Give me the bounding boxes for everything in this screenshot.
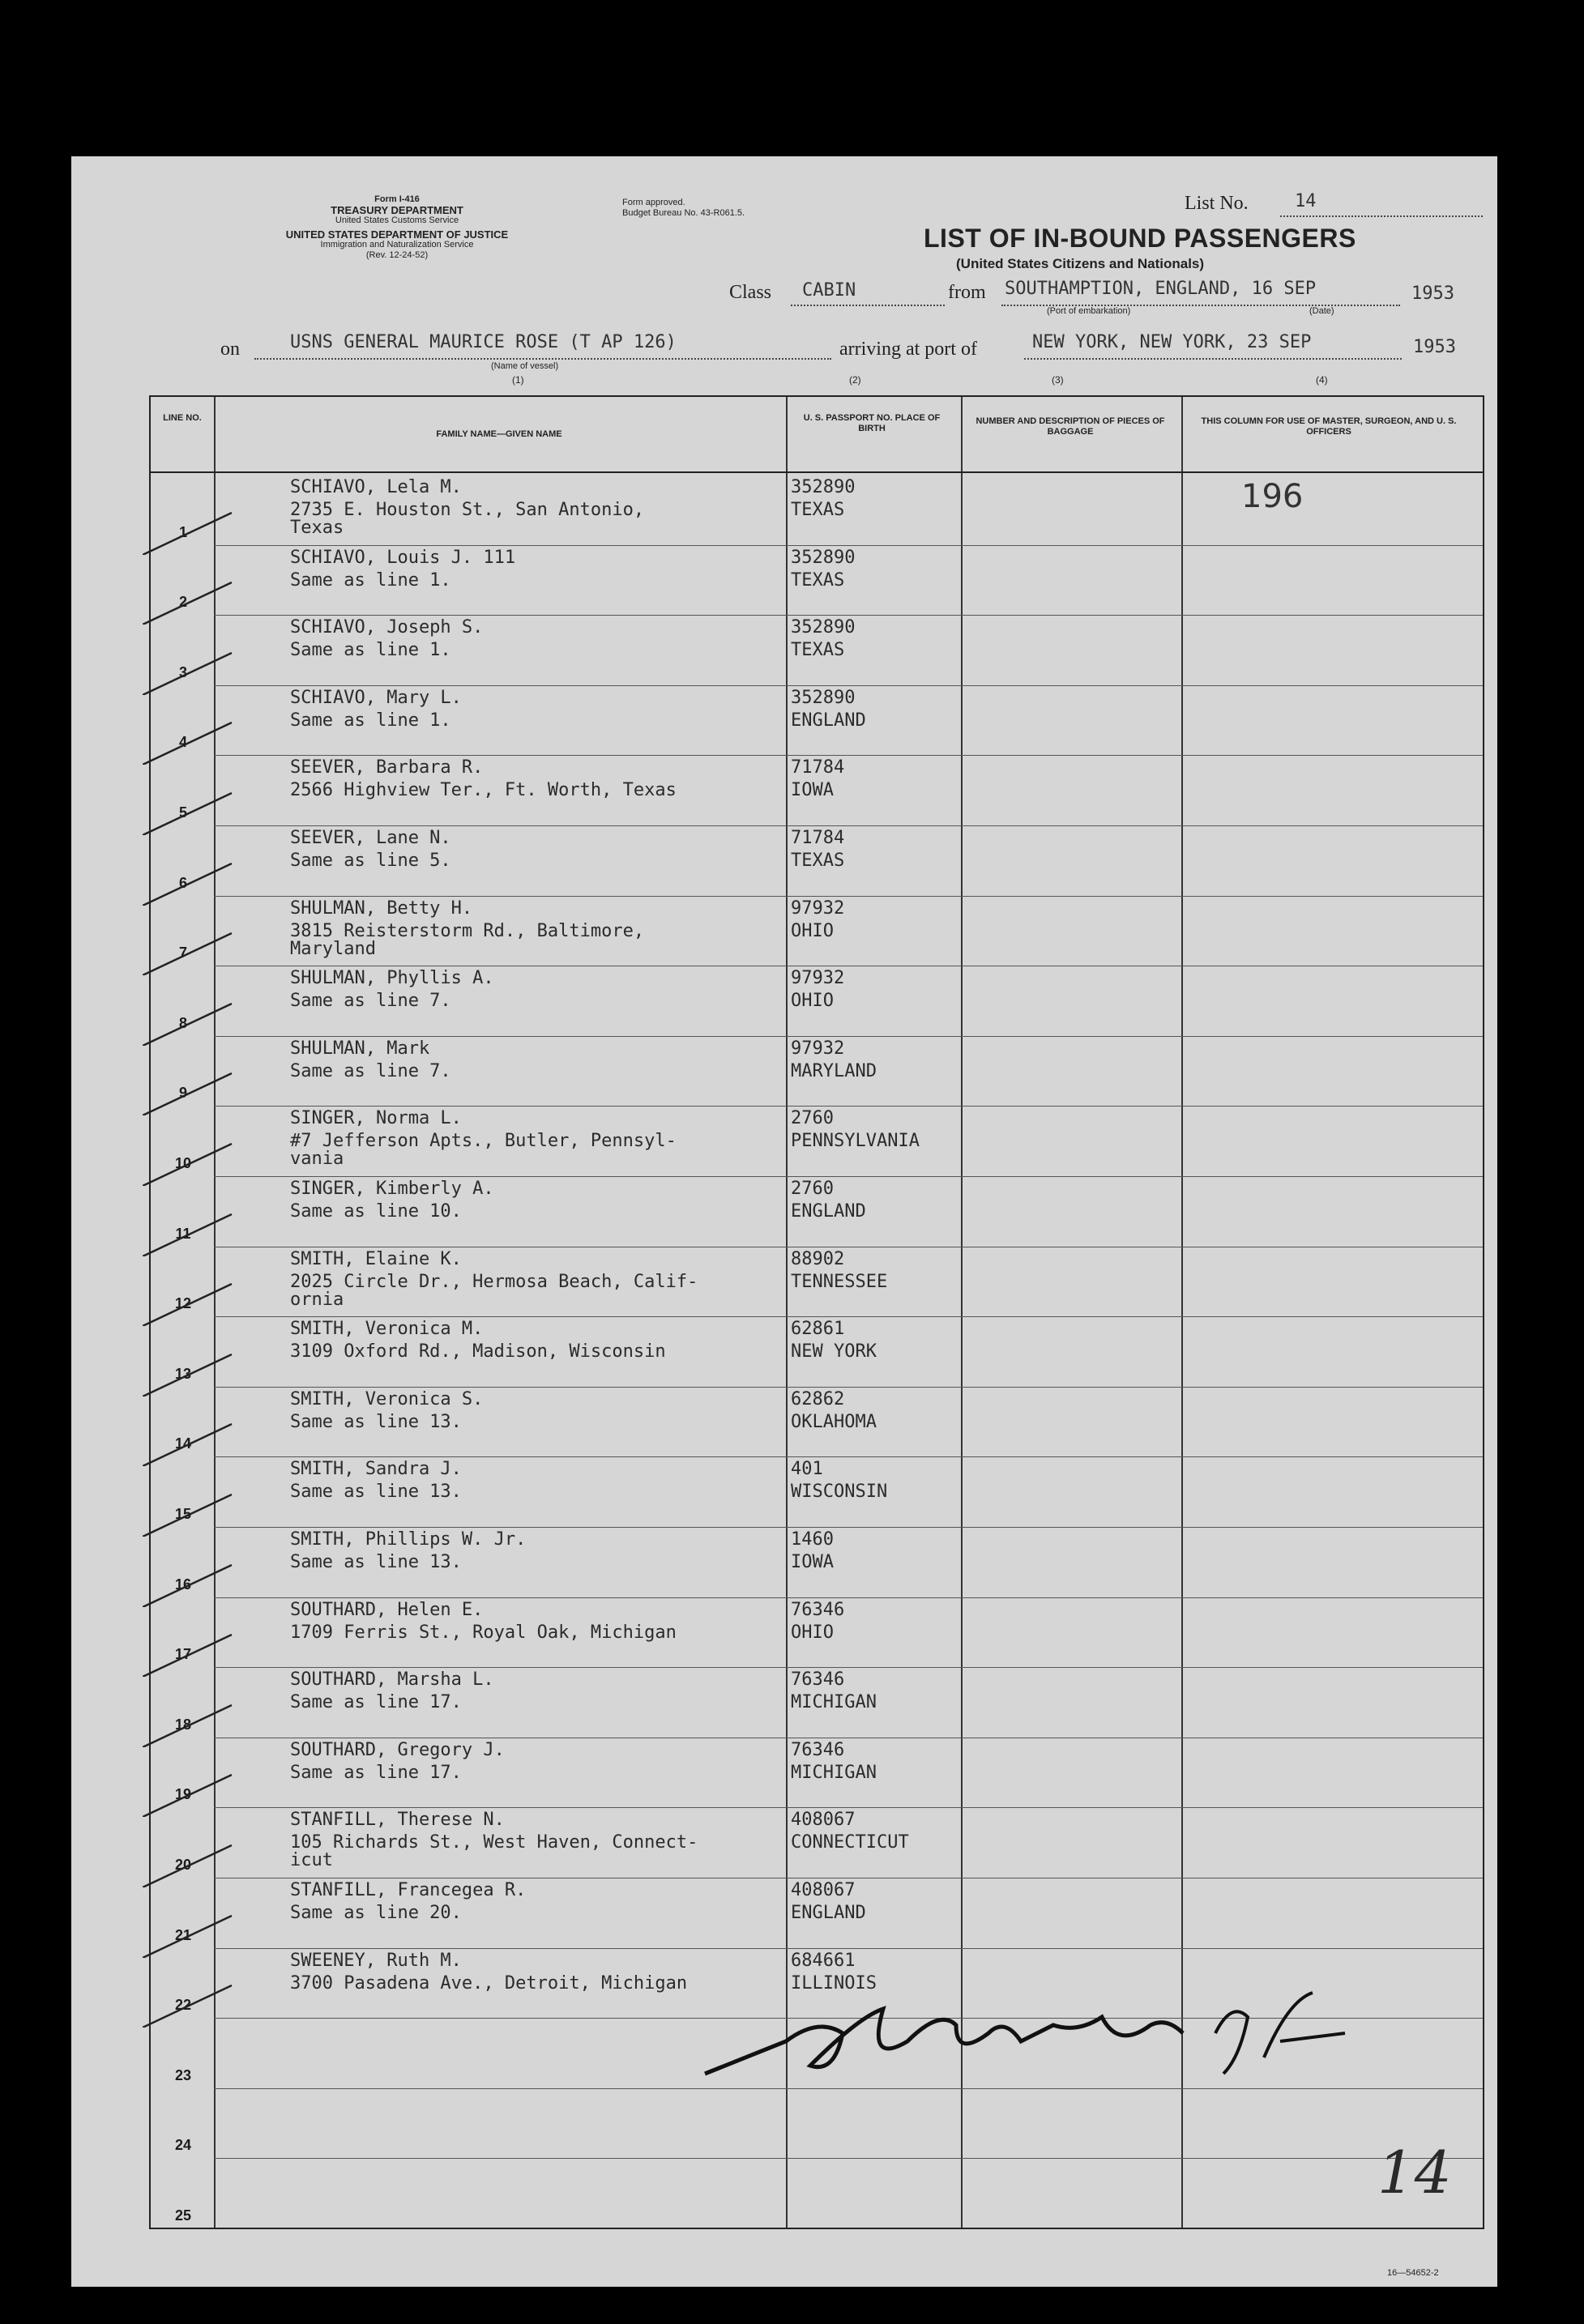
passenger-addr: Same as line 1. <box>290 640 451 661</box>
passenger-name: SCHIAVO, Louis J. 111 <box>290 547 516 568</box>
place-of-birth: IOWA <box>791 780 834 801</box>
line-number: 13 <box>174 1365 192 1382</box>
date-caption: (Date) <box>1309 306 1334 316</box>
passenger-name: SMITH, Veronica S. <box>290 1388 484 1409</box>
passport-number: 2760 <box>791 1108 834 1129</box>
line-number: 24 <box>174 2137 192 2154</box>
passenger-name: SOUTHARD, Marsha L. <box>290 1669 494 1691</box>
row-rule <box>214 1387 1483 1388</box>
row-rule <box>214 1106 1483 1107</box>
passenger-name-block <box>290 547 516 591</box>
passenger-addr: 105 Richards St., West Haven, Connect- <box>290 1832 698 1853</box>
form-number: Form I-416 <box>374 194 420 204</box>
passport-number: 352890 <box>791 477 856 497</box>
header-baggage: NUMBER AND DESCRIPTION OF PIECES OF BAGGAGE <box>976 416 1165 437</box>
table-row <box>151 1878 1483 1948</box>
passenger-addr2: Texas <box>290 518 344 538</box>
place-of-birth: ILLINOIS <box>791 1972 877 1994</box>
header-name: FAMILY NAME—GIVEN NAME <box>436 429 562 439</box>
row-rule <box>214 755 1483 756</box>
passenger-name: SCHIAVO, Mary L. <box>290 687 462 708</box>
treasury-dept: TREASURY DEPARTMENT <box>331 204 463 216</box>
row-rule <box>214 1176 1483 1177</box>
header-rule <box>151 471 1483 473</box>
line-number: 5 <box>178 804 187 821</box>
line-number: 4 <box>178 734 187 751</box>
passenger-name-block <box>290 1950 688 1994</box>
table-row <box>151 896 1483 966</box>
table-row <box>151 615 1483 685</box>
line-number: 3 <box>178 663 187 680</box>
col-4-caption: (4) <box>1316 374 1328 386</box>
passenger-name: SMITH, Sandra J. <box>290 1459 462 1480</box>
justice-dept: UNITED STATES DEPARTMENT OF JUSTICE <box>285 228 509 241</box>
row-rule <box>214 1807 1483 1808</box>
table-row <box>151 2158 1483 2228</box>
passport-number: 408067 <box>791 1880 856 1900</box>
passport-block <box>791 967 844 1013</box>
passport-block <box>791 757 844 802</box>
place-of-birth: MICHIGAN <box>791 1762 877 1783</box>
passenger-name: SCHIAVO, Joseph S. <box>290 617 484 638</box>
place-of-birth: OHIO <box>791 920 834 941</box>
table-row <box>151 1738 1483 1808</box>
passenger-name: SINGER, Norma L. <box>290 1108 462 1129</box>
passenger-name-block <box>290 827 451 871</box>
passport-number: 97932 <box>791 898 845 919</box>
passenger-name: SOUTHARD, Gregory J. <box>290 1739 505 1760</box>
passport-block <box>791 1599 844 1644</box>
row-rule <box>214 545 1483 546</box>
row-rule <box>214 1948 1483 1949</box>
line-number: 14 <box>174 1435 192 1452</box>
row-rule <box>214 896 1483 897</box>
passenger-table <box>149 395 1484 2229</box>
passenger-addr: 3815 Reisterstorm Rd., Baltimore, <box>290 920 645 941</box>
on-label: on <box>220 339 240 360</box>
list-no-value: 14 <box>1295 191 1317 211</box>
passport-block <box>791 827 844 872</box>
passenger-name-block <box>290 898 644 961</box>
place-of-birth: ENGLAND <box>791 1903 866 1923</box>
passport-number: 408067 <box>791 1810 856 1831</box>
passenger-name-block <box>290 616 484 661</box>
passenger-name: SHULMAN, Mark <box>290 1038 430 1059</box>
passenger-name-block <box>290 687 462 731</box>
passenger-name-block <box>290 1879 527 1923</box>
line-number: 22 <box>174 1997 192 2014</box>
passenger-name: SINGER, Kimberly A. <box>290 1179 494 1199</box>
passenger-name-block <box>290 1529 527 1572</box>
passenger-name-block <box>290 1318 666 1362</box>
passenger-addr: Same as line 5. <box>290 851 451 871</box>
line-number: 11 <box>175 1225 191 1242</box>
passenger-addr: 2025 Circle Dr., Hermosa Beach, Calif- <box>290 1271 698 1292</box>
passport-number: 684661 <box>791 1950 856 1971</box>
line-number: 16 <box>174 1576 192 1593</box>
row-rule <box>214 1667 1483 1668</box>
passport-number: 352890 <box>791 547 856 568</box>
passport-number: 62862 <box>791 1388 845 1409</box>
passport-number: 76346 <box>791 1669 845 1691</box>
ins-service: Immigration and Naturalization Service <box>320 240 474 249</box>
year-embarkation: 1953 <box>1411 284 1454 304</box>
table-row <box>151 1456 1483 1527</box>
place-of-birth: TEXAS <box>791 569 845 591</box>
passenger-addr: Same as line 13. <box>290 1482 462 1503</box>
line-number: 17 <box>174 1646 192 1663</box>
line-number: 20 <box>174 1856 192 1873</box>
table-row <box>151 685 1483 756</box>
passenger-name-block <box>290 1388 484 1432</box>
budget-bureau: Budget Bureau No. 43-R061.5. <box>622 208 745 218</box>
passenger-addr: 3700 Pasadena Ave., Detroit, Michigan <box>290 1972 688 1994</box>
table-row <box>151 1316 1483 1387</box>
table-row <box>151 1597 1483 1668</box>
passenger-name: SHULMAN, Betty H. <box>290 898 473 919</box>
passenger-name-block <box>290 1458 462 1503</box>
passenger-name: SMITH, Veronica M. <box>290 1319 484 1340</box>
passenger-addr: Same as line 7. <box>290 1060 451 1081</box>
passport-block <box>791 898 844 943</box>
passport-number: 97932 <box>791 1038 845 1059</box>
passport-block <box>791 1388 877 1434</box>
list-no-line <box>1280 215 1483 217</box>
passenger-name: SMITH, Elaine K. <box>290 1248 462 1269</box>
passenger-addr: Same as line 17. <box>290 1762 462 1783</box>
arrival-port: NEW YORK, NEW YORK, 23 SEP <box>1032 332 1312 352</box>
place-of-birth: IOWA <box>791 1552 834 1572</box>
passport-number: 71784 <box>791 757 845 778</box>
customs-service: United States Customs Service <box>335 215 459 225</box>
passenger-addr: 3109 Oxford Rd., Madison, Wisconsin <box>290 1341 666 1362</box>
row-rule <box>214 2158 1483 2159</box>
footer-code: 16—54652-2 <box>1387 2268 1439 2278</box>
row-rule <box>214 1456 1483 1457</box>
table-row <box>151 1387 1483 1457</box>
row-rule <box>214 1316 1483 1317</box>
line-number: 19 <box>174 1786 192 1803</box>
line-number: 2 <box>178 594 187 611</box>
table-row <box>151 966 1483 1036</box>
passenger-addr2: vania <box>290 1149 344 1170</box>
passenger-addr: 2735 E. Houston St., San Antonio, <box>290 500 645 520</box>
passport-block <box>791 1038 877 1083</box>
passport-block <box>791 476 855 522</box>
table-row <box>151 1247 1483 1317</box>
line-number: 15 <box>174 1505 192 1522</box>
vessel-name: USNS GENERAL MAURICE ROSE (T AP 126) <box>290 332 677 352</box>
line-number: 12 <box>174 1295 192 1312</box>
approval-block <box>622 198 745 219</box>
passport-number: 71784 <box>791 828 845 848</box>
line-number: 23 <box>174 2066 192 2083</box>
passenger-name: SOUTHARD, Helen E. <box>290 1599 484 1620</box>
passenger-addr: #7 Jefferson Apts., Butler, Pennsyl- <box>290 1131 677 1152</box>
passport-number: 76346 <box>791 1599 845 1620</box>
passport-number: 1460 <box>791 1529 834 1550</box>
passenger-name-block <box>290 1809 698 1872</box>
row-rule <box>214 615 1483 616</box>
officer-signature-icon <box>697 1985 1377 2090</box>
passenger-addr: 1709 Ferris St., Royal Oak, Michigan <box>290 1622 677 1643</box>
line-number: 9 <box>178 1085 187 1102</box>
place-of-birth: MICHIGAN <box>791 1692 877 1713</box>
passenger-name-block <box>290 1248 698 1311</box>
row-rule <box>214 1597 1483 1598</box>
class-line <box>791 305 945 306</box>
table-row <box>151 755 1483 825</box>
passport-block <box>791 1248 887 1294</box>
place-of-birth: NEW YORK <box>791 1341 877 1362</box>
passenger-name: SEEVER, Barbara R. <box>290 757 484 778</box>
passport-number: 76346 <box>791 1739 845 1760</box>
table-row <box>151 1667 1483 1738</box>
form-approved: Form approved. <box>622 198 685 207</box>
passport-block <box>791 1458 887 1503</box>
passenger-addr2: ornia <box>290 1289 344 1310</box>
passport-block <box>791 1669 877 1714</box>
page-title: LIST OF IN-BOUND PASSENGERS <box>924 224 1356 253</box>
passenger-name: SEEVER, Lane N. <box>290 828 451 848</box>
header-line-no: LINE NO. <box>163 413 202 423</box>
passenger-name-block <box>290 1107 677 1171</box>
place-of-birth: CONNECTICUT <box>791 1832 909 1853</box>
line-number: 1 <box>178 523 187 540</box>
table-row <box>151 1106 1483 1176</box>
place-of-birth: OKLAHOMA <box>791 1411 877 1432</box>
passenger-name: SHULMAN, Phyllis A. <box>290 968 494 989</box>
annotation-14: 14 <box>1377 2139 1452 2207</box>
passenger-name-block <box>290 967 494 1012</box>
header-passport: U. S. PASSPORT NO. PLACE OF BIRTH <box>803 413 941 433</box>
port-caption: (Port of embarkation) <box>1047 306 1131 316</box>
vessel-caption: (Name of vessel) <box>491 361 559 371</box>
row-rule <box>214 685 1483 686</box>
passport-number: 2760 <box>791 1179 834 1199</box>
place-of-birth: PENNSYLVANIA <box>791 1131 920 1152</box>
passenger-addr: Same as line 7. <box>290 991 451 1012</box>
class-value: CABIN <box>802 280 856 301</box>
place-of-birth: ENGLAND <box>791 710 866 731</box>
row-rule <box>214 825 1483 826</box>
place-of-birth: TEXAS <box>791 640 845 661</box>
passenger-name-block <box>290 1669 494 1713</box>
passenger-name: SCHIAVO, Lela M. <box>290 477 462 497</box>
passport-number: 62861 <box>791 1319 845 1340</box>
place-of-birth: ENGLAND <box>791 1201 866 1222</box>
passenger-addr: Same as line 13. <box>290 1552 462 1572</box>
passenger-addr: Same as line 20. <box>290 1903 462 1923</box>
table-row <box>151 1527 1483 1597</box>
place-of-birth: TEXAS <box>791 851 845 871</box>
passenger-name: STANFILL, Therese N. <box>290 1810 505 1831</box>
passport-block <box>791 616 855 662</box>
passenger-addr: 2566 Highview Ter., Ft. Worth, Texas <box>290 780 677 801</box>
passport-block <box>791 547 855 592</box>
passenger-addr: Same as line 17. <box>290 1692 462 1713</box>
class-label: Class <box>729 282 772 303</box>
passport-block <box>791 1809 909 1854</box>
list-no-label: List No. <box>1185 193 1249 214</box>
arriving-label: arriving at port of <box>839 339 977 360</box>
passport-number: 88902 <box>791 1248 845 1269</box>
place-of-birth: MARYLAND <box>791 1060 877 1081</box>
passenger-name: SMITH, Phillips W. Jr. <box>290 1529 527 1550</box>
passport-block <box>791 1739 877 1785</box>
passport-number: 97932 <box>791 968 845 989</box>
line-number: 18 <box>174 1716 192 1733</box>
passport-block <box>791 1178 866 1223</box>
line-number: 8 <box>178 1014 187 1031</box>
passenger-addr2: icut <box>290 1850 333 1871</box>
col-3-caption: (3) <box>1052 374 1064 386</box>
page-subtitle: (United States Citizens and Nationals) <box>956 256 1205 271</box>
passenger-addr: Same as line 10. <box>290 1201 462 1222</box>
passport-number: 401 <box>791 1459 823 1480</box>
table-row <box>151 1807 1483 1878</box>
line-number: 6 <box>178 874 187 891</box>
passenger-name-block <box>290 1599 677 1643</box>
passenger-name-block <box>290 476 644 539</box>
table-row <box>151 545 1483 616</box>
table-row <box>151 825 1483 896</box>
place-of-birth: TENNESSEE <box>791 1271 888 1292</box>
vessel-line <box>254 358 831 360</box>
passenger-name-block <box>290 1178 494 1222</box>
place-of-birth: OHIO <box>791 991 834 1012</box>
passport-block <box>791 687 866 732</box>
annotation-196: 196 <box>1241 478 1304 515</box>
passenger-addr: Same as line 1. <box>290 710 451 731</box>
passenger-addr2: Maryland <box>290 938 376 959</box>
place-of-birth: TEXAS <box>791 500 845 520</box>
header-officers: THIS COLUMN FOR USE OF MASTER, SURGEON, AND U. S. OFFICERS <box>1201 416 1457 437</box>
passenger-name-block <box>290 1739 505 1783</box>
line-number: 21 <box>174 1926 192 1943</box>
embarkation-value: SOUTHAMPTION, ENGLAND, 16 SEP <box>1005 279 1317 299</box>
passport-number: 352890 <box>791 617 856 638</box>
line-number: 7 <box>178 945 187 962</box>
row-rule <box>214 1036 1483 1037</box>
table-row <box>151 2088 1483 2159</box>
from-label: from <box>948 282 986 303</box>
arrival-line <box>1024 358 1402 360</box>
row-rule <box>214 1527 1483 1528</box>
table-row <box>151 1176 1483 1247</box>
passenger-name-block <box>290 757 677 801</box>
revision-date: (Rev. 12-24-52) <box>365 250 429 260</box>
agency-block <box>211 194 583 261</box>
line-number: 25 <box>174 2207 192 2224</box>
passport-block <box>791 1879 866 1925</box>
passenger-name-block <box>290 1038 451 1081</box>
passport-number: 352890 <box>791 687 856 708</box>
place-of-birth: WISCONSIN <box>791 1482 888 1503</box>
passenger-name: SWEENEY, Ruth M. <box>290 1950 462 1971</box>
passenger-name: STANFILL, Francegea R. <box>290 1880 527 1900</box>
line-number: 10 <box>174 1154 192 1171</box>
passenger-addr: Same as line 13. <box>290 1411 462 1432</box>
passport-block <box>791 1318 877 1363</box>
col-2-caption: (2) <box>849 374 861 386</box>
place-of-birth: OHIO <box>791 1622 834 1643</box>
passenger-addr: Same as line 1. <box>290 569 451 591</box>
year-arrival: 1953 <box>1413 337 1456 357</box>
col-1-caption: (1) <box>512 374 524 386</box>
passport-block <box>791 1107 920 1153</box>
passport-block <box>791 1529 834 1574</box>
table-row <box>151 1036 1483 1107</box>
